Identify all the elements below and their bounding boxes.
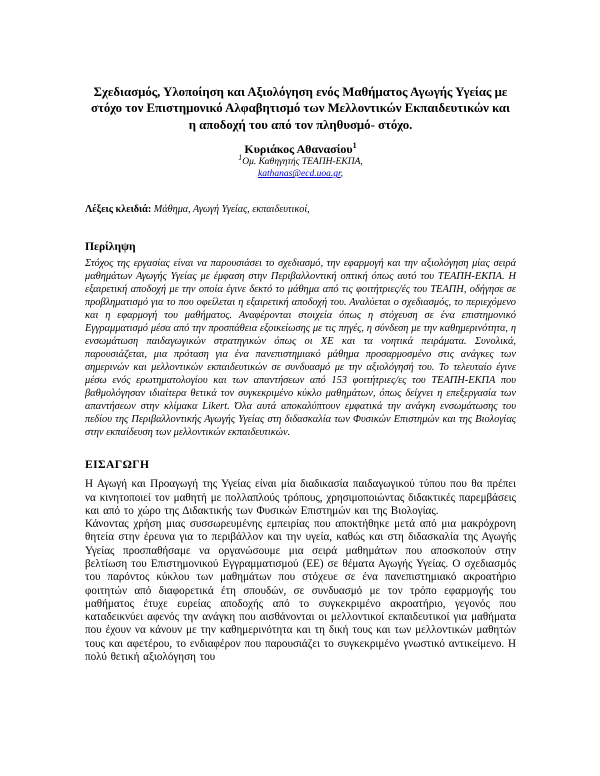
introduction-paragraph-1: Η Αγωγή και Προαγωγή της Υγείας είναι μία διαδικασία παιδαγωγικού τύπου που θα πρέπει να κινητοποιεί τον μαθητή με πολλαπλούς τρόπους, χρησιμοποιώντας διδακτικές παρεμβάσεις και από το χώρο της Διδακτικής των Φυσικών Επιστημών και της Βιολογίας.: [85, 478, 516, 517]
author-email-trailing-comma: ,: [340, 169, 343, 180]
author-name-text: Κυριάκος Αθανασίου: [244, 142, 353, 157]
author-email-line: [85, 168, 516, 180]
keywords-label: Λέξεις κλειδιά:: [85, 204, 152, 216]
author-block: [85, 142, 516, 180]
affiliation-footnote-marker: 1: [238, 153, 243, 163]
introduction-heading: ΕΙΣΑΓΩΓΗ: [85, 458, 150, 472]
abstract-heading: Περίληψη: [85, 240, 136, 254]
keywords-text: Μάθημα, Αγωγή Υγείας, εκπαιδευτικοί,: [153, 204, 310, 216]
introduction-paragraph-2: Κάνοντας χρήση μιας συσσωρευμένης εμπειρίας που αποκτήθηκε μετά από μια μακρόχρονη θητεία στην έρευνα για το περιβάλλον και την υγεία, καθώς και στη διδασκαλία της Αγωγής Υγείας προσπαθήσαμε να οργανώσουμε μια σειρά μαθημάτων που αποσκοπούν στην βελτίωση του Επιστημονικού Εγγραμματισμού (ΕΕ) σε θέματα Αγωγής Υγείας. Ο σχεδιασμός του παρόντος κύκλου των μαθημάτων που στόχευε σε ένα πανεπιστημιακό ακροατήριο φοιτητών από διαφορετικά έτη σπουδών, σε συνδυασμό με τον τρόπο εφαρμογής του μαθήματος έτυχε ευρείας αποδοχής από το συγκεκριμένο ακροατήριο, γεγονός που καταδεικνύει αφενός την ανάγκη που αισθάνονται οι μελλοντικοί εκπαιδευτικοί για μαθήματα που έχουν να κάνουν με την καθημερινότητα και τη δική τους και των μελλοντικών μαθητών τους και αφετέρου, το ενδιαφέρον που παρουσιάζει το συγκεκριμένο γνωστικό αντικείμενο. Η πολύ θετική αξιολόγηση του: [85, 518, 516, 664]
author-affiliation-text: Ομ. Καθηγητής ΤΕΑΠΗ-ΕΚΠΑ,: [242, 157, 363, 168]
keywords-line: [85, 203, 516, 216]
abstract-text: Στόχος της εργασίας είναι να παρουσιάσει το σχεδιασμό, την εφαρμογή και την αξιολόγηση μίας σειρά μαθημάτων Αγωγής Υγείας με έμφαση στην Περιβαλλοντική οπτική όπως αυτό του ΤΕΑΠΗ-ΕΚΠΑ. Η εξαιρετική αποδοχή με την οποία έγινε δεκτό το μάθημα από τις φοιτήτριες/ές του ΤΕΑΠΗ, οδήγησε σε προβληματισμό για το που οφείλεται η εξαιρετική αποδοχή του. Αναλύεται ο σχεδιασμός, το περιεχόμενο και η εφαρμογή του μαθήματος. Αναφέρονται στοιχεία όπως η στόχευση σε ένα επιστημονικό Εγγραμματισμό μέσα από την προσπάθεια εξοικείωσης με τις πηγές, η σύνδεση με την καθημερινότητα, η ενσωμάτωση παιδαγωγικών στρατηγικών όπως οι ΧΕ και τα νοητικά πειράματα. Συνολικά, παρουσιάζεται, μια πρόταση για ένα πανεπιστημιακό μάθημα προσαρμοσμένο στις ανάγκες των σημερινών και μελλοντικών εκπαιδευτικών σε συνδυασμό με την αξιολόγησή του. Το τελευταίο έγινε μέσω ενός ερωτηματολογίου και των απαντήσεων από 153 φοιτήτριες/ες του ΤΕΑΠΗ-ΕΚΠΑ που βαθμολόγησαν ιδιαίτερα θετικά τον συγκεκριμένο κύκλο μαθημάτων, όπως δείχνει η επεξεργασία των απαντήσεων στην κλίμακα Likert. Όλα αυτά αποκαλύπτουν εμφατικά την ανάγκη ενσωμάτωσης του πεδίου της Περιβαλλοντικής Αγωγής Υγείας στη διδασκαλία των Φυσικών Επιστημών και της Βιολογίας στην εκπαίδευση των μελλοντικών εκπαιδευτικών.: [85, 258, 516, 439]
introduction-body: [85, 478, 516, 664]
author-affiliation: [85, 153, 516, 168]
page-content: [85, 84, 516, 664]
paper-title: Σχεδιασμός, Υλοποίηση και Αξιολόγηση ενός Μαθήματος Αγωγής Υγείας με στόχο τον Επιστημονικό Αλφαβητισμό των Μελλοντικών Εκπαιδευτικών και η αποδοχή του από τον πληθυσμό- στόχο.: [91, 85, 510, 132]
author-email-link[interactable]: kathanas@ecd.uoa.gr: [258, 169, 341, 180]
author-name: [85, 142, 516, 156]
author-footnote-marker: 1: [352, 141, 357, 151]
